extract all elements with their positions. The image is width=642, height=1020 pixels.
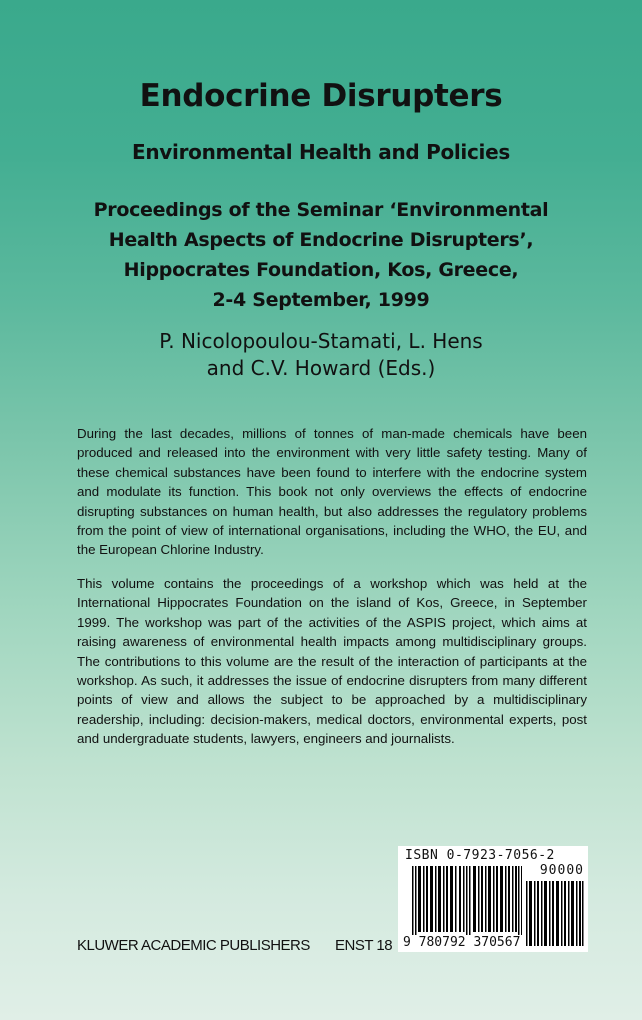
editors-line: P. Nicolopoulou-Stamati, L. Hens <box>159 329 483 353</box>
proceedings-line: Proceedings of the Seminar ‘Environmental <box>93 199 549 221</box>
addon-bars-icon <box>526 881 584 946</box>
book-subtitle: Environmental Health and Policies <box>132 140 510 164</box>
isbn-number: ISBN 0-7923-7056-2 <box>405 848 555 863</box>
book-title: Endocrine Disrupters <box>139 78 503 114</box>
proceedings-line: Hippocrates Foundation, Kos, Greece, <box>123 259 519 281</box>
proceedings-info <box>0 195 642 315</box>
proceedings-line: 2-4 September, 1999 <box>212 289 430 311</box>
editors <box>0 328 642 382</box>
blurb-paragraph-1: During the last decades, millions of tonnes of man-made chemicals have been produced and released into the environment with very little safety testing. Many of these chemical substances have been found to interfere with the endocrine system and modulate its function. This book not only overviews the effects of endocrine disrupting substances on human health, but also addresses the regulatory problems from the point of view of international organisations, including the WHO, the EU, and the European Chlorine Industry. <box>77 426 587 558</box>
price-addon: 90000 <box>539 863 584 878</box>
proceedings-line: Health Aspects of Endocrine Disrupters’, <box>108 229 534 251</box>
ean-number: 9 780792 370567 <box>403 935 521 950</box>
isbn-barcode <box>398 846 588 952</box>
series-code: ENST 18 <box>335 937 393 954</box>
barcode-bars-icon <box>412 866 522 946</box>
publisher-name: KLUWER ACADEMIC PUBLISHERS <box>77 937 310 954</box>
editors-line: and C.V. Howard (Eds.) <box>206 356 436 380</box>
blurb-paragraph-2: This volume contains the proceedings of a workshop which was held at the International Hippocrates Foundation on the island of Kos, Greece, in September 1999. The workshop was part of the activities of the ASPIS project, which aims at raising awareness of environmental health impacts among multidisciplinary groups. The contributions to this volume are the result of the interaction of participants at the workshop. As such, it addresses the issue of endocrine disrupters from many different points of view and allows the subject to be approached by a multidisciplinary readership, including: decision-makers, medical doctors, environmental experts, post and undergraduate students, lawyers, engineers and journalists. <box>77 576 587 747</box>
